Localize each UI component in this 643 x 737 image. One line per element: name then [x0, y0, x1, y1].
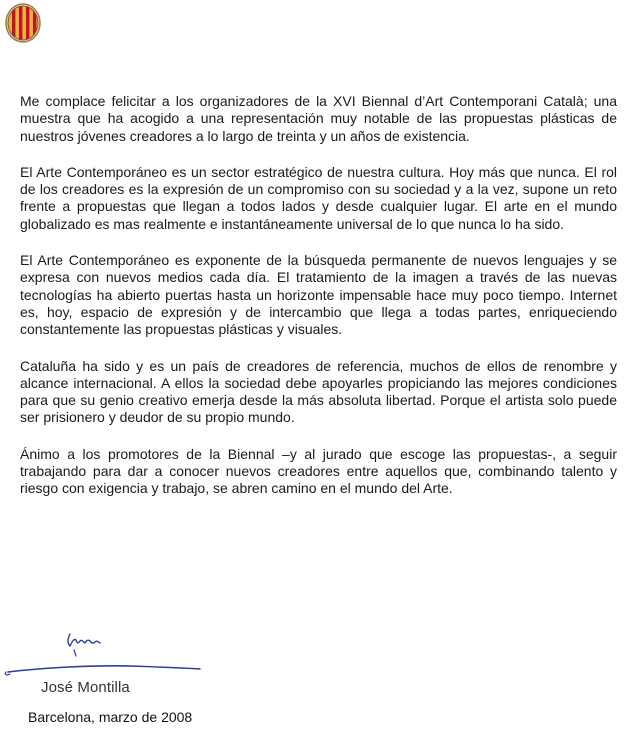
paragraph-encouragement: Ánimo a los promotores de la Biennal –y al jurado que escoge las propuestas-, a seguir trabajando para dar a conocer nuevos creadores entre aquellos que, combinando talento y riesgo con exigencia y trabajo, se abren camino en el mundo del Arte. [20, 445, 617, 497]
place-date: Barcelona, marzo de 2008 [28, 709, 193, 725]
signature-block [0, 628, 220, 708]
paragraph-catalonia-creators: Cataluña ha sido y es un país de creadores de referencia, muchos de ellos de renombre y alcance internacional. A ellos la sociedad debe apoyarles propiciando las mejores condiciones para que su genio creativo emerja desde la más absoluta libertad. Porque el artista solo puede ser prisionero y deudor de su propio mundo. [20, 357, 617, 426]
catalan-senyera-shield-icon [4, 3, 42, 43]
letter-body [20, 93, 617, 517]
paragraph-new-languages: El Arte Contemporáneo es exponente de la búsqueda permanente de nuevos lenguajes y se expresa con nuevos medios cada día. El tratamiento de la imagen a través de las nuevas tecnologías ha abierto puertas hasta un horizonte impensable hace muy poco tiempo. Internet es, hoy, espacio de expresión y de intercambio que llega a todas partes, enriqueciendo constantemente las propuestas plásticas y visuales. [20, 252, 617, 338]
handwritten-signature [0, 628, 210, 678]
paragraph-congratulations: Me complace felicitar a los organizadores de la XVI Biennal d’Art Contemporani Català; una muestra que ha acogido a una representación muy notable de las propuestas plásticas de nuestros jóvenes creadores a lo largo de treinta y un años de existencia. [20, 93, 617, 144]
signer-name: José Montilla [41, 679, 130, 696]
paragraph-strategic-sector: El Arte Contemporáneo es un sector estratégico de nuestra cultura. Hoy más que nunca. El rol de los creadores es la expresión de un compromiso con su sociedad y a la vez, supone un reto frente a propuestas que llegan a todos lados y desde cualquier lugar. El arte en el mundo globalizado es mas realmente e instantáneamente universal de lo que nunca lo ha sido. [20, 163, 617, 232]
